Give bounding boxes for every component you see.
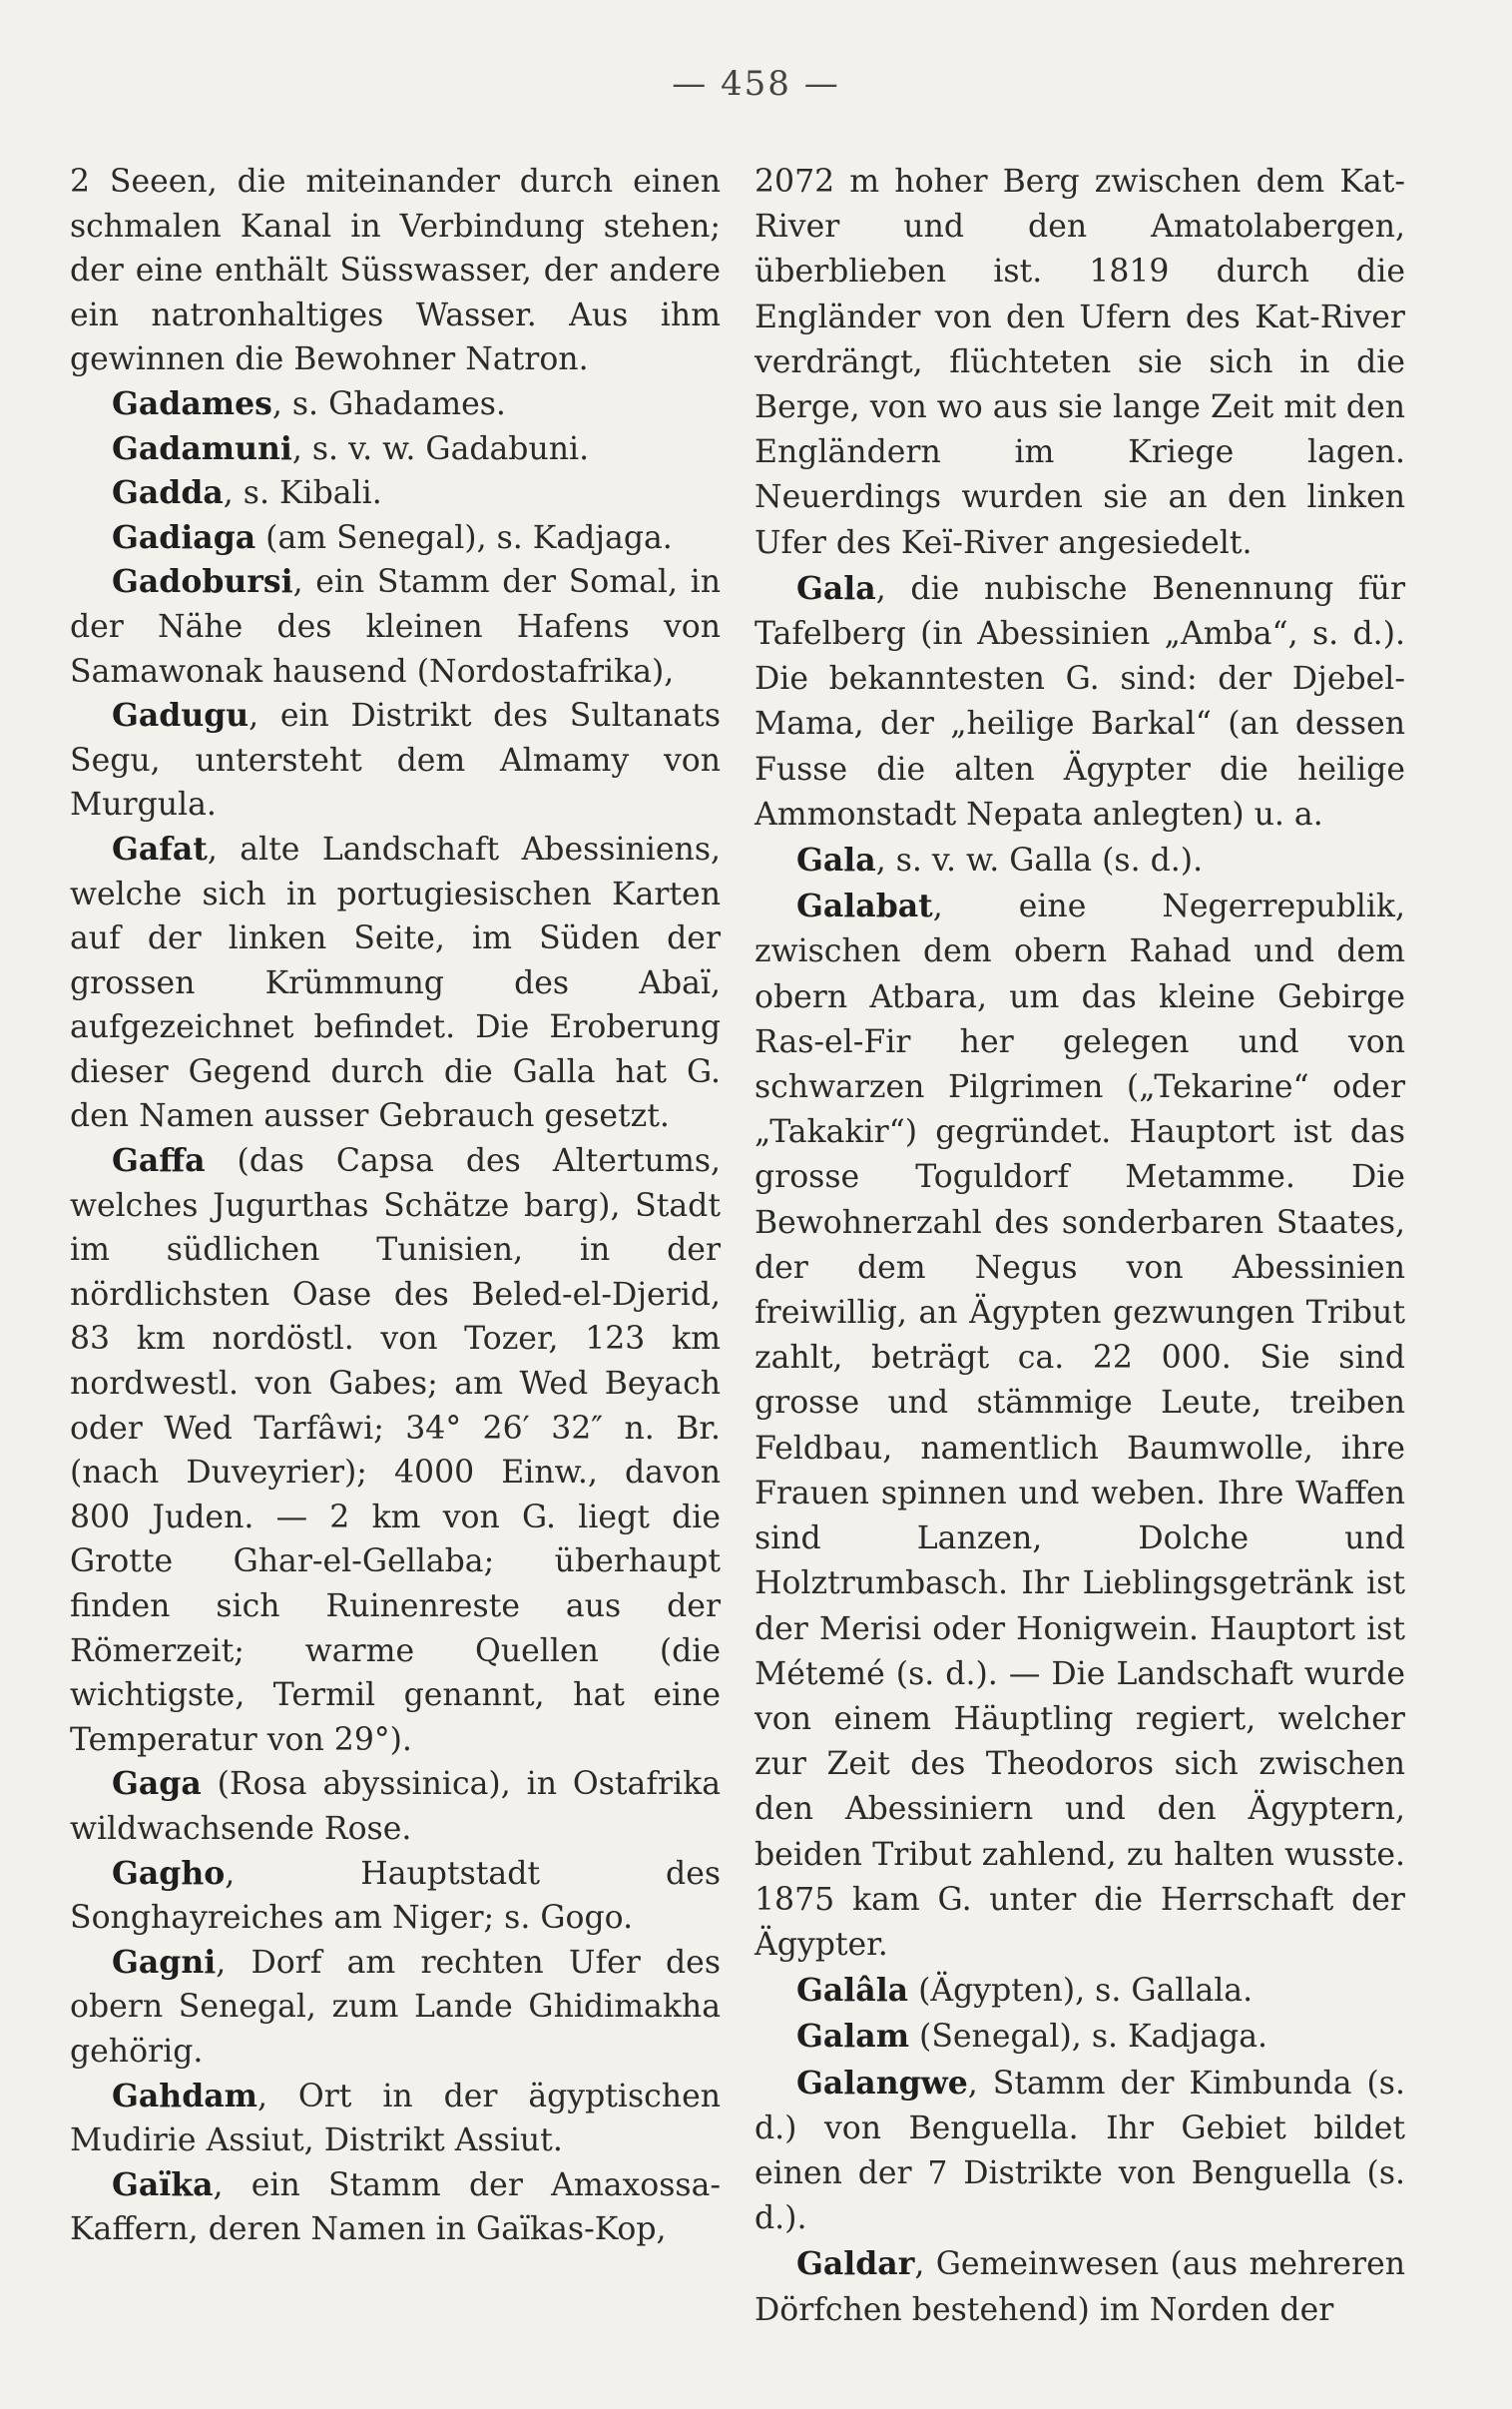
left-column [70,160,721,2252]
page-number: — 458 — [672,64,840,104]
entry-headword: Gaffa [112,1142,206,1180]
entry-galangwe [755,2061,1405,2242]
entry-text: , eine Negerrepublik, zwischen dem obern Rahad und dem obern Atbara, um das kleine Gebirge Ras-el-Fir her gelegen und von schwarzen Pilgrimen („Tekarine“ oder „Takakir“) gegründet. Hauptort ist das grosse Toguldorf Metamme. Die Bewohnerzahl des sonderbaren Staates, der dem Negus von Abessinien freiwillig, an Ägypten gezwungen Tribut zahlt, beträgt ca. 22 000. Sie sind grosse und stämmige Leute, treiben Feldbau, namentlich Baumwolle, ihre Frauen spinnen und weben. Ihre Waffen sind Lanzen, Dolche und Holztrumbasch. Ihr Lieblingsgetränk ist der Merisi oder Honigwein. Hauptort ist Métemé (s. d.). — Die Landschaft wurde von einem Häuptling regiert, welcher zur Zeit des Theodoros sich zwischen den Abessiniern und den Ägyptern, beiden Tribut zahlend, zu halten wusste. 1875 kam G. unter die Herrschaft der Ägypter. [755,889,1405,1963]
entry-text: , ein Stamm der Somal, in der Nähe des kleinen Hafens von Samawonak hausend (Nordostafrika), [70,564,721,690]
entry-gadamuni [70,427,721,472]
entry-text: (das Capsa des Altertums, welches Jugurthas Schätze barg), Stadt im südlichen Tunisien, in der nördlichsten Oase des Beled-el-Djerid, 83 km nordöstl. von Tozer, 123 km nordwestl. von Gabes; am Wed Beyach oder Wed Tarfâwi; 34° 26′ 32″ n. Br. (nach Duveyrier); 4000 Einw., davon 800 Juden. — 2 km von G. liegt die Grotte Ghar-el-Gellaba; überhaupt finden sich Ruinenreste aus der Römerzeit; warme Quellen (die wichtigste, Termil genannt, hat eine Temperatur von 29°). [70,1143,721,1758]
entry-gaga [70,1762,721,1851]
entry-gafat [70,828,721,1139]
right-column [755,160,1405,2333]
entry-gadiaga [70,516,721,561]
entry-headword: Galabat [796,888,933,925]
entry-headword: Gadda [112,474,224,512]
entry-gadda [70,471,721,516]
entry-gaika [70,2163,721,2252]
entry-text: , s. v. w. Galla (s. d.). [875,843,1204,880]
entry-text: , alte Landschaft Abessiniens, welche sich in portugiesischen Karten auf der linken Seite, im Süden der grossen Krümmung des Abaï, aufgezeichnet befindet. Die Eroberung dieser Gegend durch die Galla hat G. den Namen ausser Gebrauch gesetzt. [70,831,721,1135]
entry-headword: Galâla [796,1972,909,2010]
entry-text: (am Senegal), s. Kadjaga. [255,519,673,556]
entry-headword: Gala [796,842,876,880]
entry-text: , Gemeinwesen (aus mehreren Dörfchen bestehend) im Norden der [755,2246,1405,2328]
entry-text: (Rosa abyssinica), in Ostafrika wildwachsende Rose. [70,1766,721,1847]
entry-text: (Senegal), s. Kadjaga. [909,2019,1267,2056]
entry-text: , Ort in der ägyptischen Mudirie Assiut, Distrikt Assiut. [70,2078,721,2159]
entry-headword: Gaga [112,1765,202,1803]
entry-text: , Hauptstadt des Songhayreiches am Niger; s. Gogo. [70,1855,721,1937]
entry-headword: Gaïka [112,2165,214,2203]
entry-headword: Galdar [796,2245,915,2283]
entry-headword: Gadugu [112,697,250,735]
entry-text: , Stamm der Kimbunda (s. d.) von Benguella. Ihr Gebiet bildet einen der 7 Distrikte von Benguella (s. d.). [755,2065,1405,2237]
entry-headword: Gadames [112,384,272,422]
entry-headword: Galam [796,2018,910,2056]
entry-text: , die nubische Benennung für Tafelberg (in Abessinien „Amba“, s. d.). Die bekanntesten G. sind: der Djebel-Mama, der „heilige Barkal“ (an dessen Fusse die alten Ägypter die heilige Ammonstadt Nepata anlegten) u. a. [755,570,1405,833]
entry-gahdam [70,2075,721,2163]
entry-headword: Gafat [112,830,208,868]
entry-gaffa [70,1139,721,1762]
entry-headword: Gadiaga [112,518,256,556]
entry-galam [755,2014,1405,2060]
entry-gadobursi [70,560,721,694]
entry-continuation [70,160,721,382]
entry-text: , s. v. w. Gadabuni. [291,430,590,467]
entry-text: , s. Kibali. [223,475,382,512]
entry-gadugu [70,694,721,828]
entry-continuation [755,160,1405,566]
entry-gagho [70,1852,721,1941]
entry-gagni [70,1941,721,2075]
entry-headword: Gadobursi [112,563,293,601]
entry-headword: Gadamuni [112,429,292,467]
entry-galabat [755,884,1405,1968]
entry-text: , ein Distrikt des Sultanats Segu, untersteht dem Almamy von Murgula. [70,698,721,824]
entry-gala-tafelberg [755,566,1405,838]
entry-text: (Ägypten), s. Gallala. [908,1973,1254,2010]
entry-gadames [70,382,721,427]
entry-text: , Dorf am rechten Ufer des obern Senegal, zum Lande Ghidimakha gehörig. [70,1944,721,2070]
entry-gala-galla [755,838,1405,884]
entry-galala [755,1968,1405,2014]
entry-headword: Galangwe [796,2064,968,2102]
entry-text: , s. Ghadames. [271,385,506,422]
entry-text: , ein Stamm der Amaxossa-Kaffern, deren Namen in Gaïkas-Kop, [70,2166,721,2248]
entry-galdar [755,2241,1405,2332]
entry-headword: Gagni [112,1943,217,1981]
entry-text: 2 Seeen, die miteinander durch einen schmalen Kanal in Verbindung stehen; der eine enthält Süsswasser, der andere ein natronhaltiges Wasser. Aus ihm gewinnen die Bewohner Natron. [70,164,721,378]
entry-headword: Gala [796,569,876,607]
entry-headword: Gagho [112,1854,226,1892]
entry-headword: Gahdam [112,2077,257,2114]
entry-text: 2072 m hoher Berg zwischen dem Kat-River und den Amatolabergen, überblieben ist. 1819 durch die Engländer von den Ufern des Kat-River verdrängt, flüchteten sie sich in die Berge, von wo aus sie lange Zeit mit den Engländern im Kriege lagen. Neuerdings wurden sie an den linken Ufer des Keï-River angesiedelt. [755,164,1405,561]
